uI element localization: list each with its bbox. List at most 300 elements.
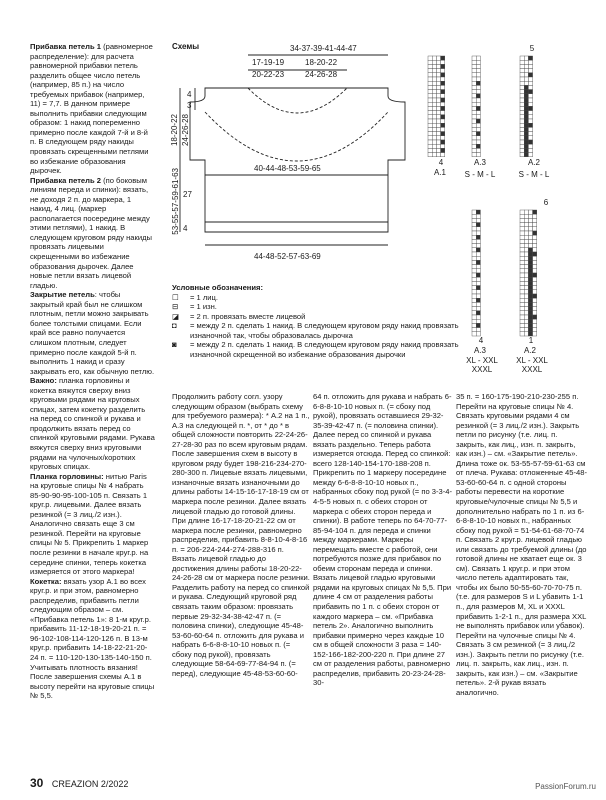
chart-cell — [520, 210, 524, 214]
chart-cell — [441, 69, 445, 73]
chart-cell — [476, 319, 480, 323]
chart-cell — [520, 115, 524, 119]
chart-cell — [528, 323, 532, 327]
dim-neck-left2-label: 20-22-23 — [252, 70, 285, 79]
chart-cell — [476, 77, 480, 81]
paragraph: Прибавка петель 1 (равномерное распределение): для расчета равномерной прибавки петель разделить общее число петель (например, 85 п.) на число требуемых прибавок (например, 11) = 7,7. В данном примере выполнить прибавки следующим образом: 1 накид попеременно примерно после каждой 7-й и 8-й п. В следующем ряду накиды провязать скрещенными петлями во избежание образования дырочек. — [30, 42, 153, 176]
chart-cell — [432, 69, 436, 73]
chart-cell — [436, 148, 440, 152]
legend-title: Условные обозначения: — [172, 283, 264, 292]
chart-cell — [436, 81, 440, 85]
chart-a3b-sizes: XL - XXL XXXL — [466, 356, 498, 374]
dim-top-label: 34-37-39-41-44-47 — [290, 44, 357, 53]
chart-cell — [476, 90, 480, 94]
chart-cell — [533, 286, 537, 290]
chart-cell — [520, 319, 524, 323]
chart-cell — [524, 210, 528, 214]
chart-cell — [472, 311, 476, 315]
chart-cell — [472, 302, 476, 306]
paragraph: Закрытие петель: чтобы закрытый край был не слишком плотным, петли можно закрывать более толстыми спицами. Если край все равно получается слишком плотным, следует примерно после каждой 5-й п. выполнить 1 накид и сразу закрывать его, как обычную петлю. — [30, 290, 155, 376]
chart-cell — [524, 298, 528, 302]
chart-cell — [441, 64, 445, 68]
chart-cell — [476, 281, 480, 285]
chart-cell — [533, 298, 537, 302]
chart-cell — [528, 298, 532, 302]
chart-cell — [476, 136, 480, 140]
chart-cell — [472, 98, 476, 102]
chart-cell — [472, 227, 476, 231]
chart-cell — [428, 81, 432, 85]
chart-cell — [520, 111, 524, 115]
chart-cell — [476, 273, 480, 277]
chart-cell — [524, 69, 528, 73]
chart-cell — [533, 307, 537, 311]
chart-cell — [476, 269, 480, 273]
chart-cell — [528, 69, 532, 73]
chart-six: 6 — [543, 198, 549, 207]
chart-cell — [533, 302, 537, 306]
dim-yoke-b-label: 3 — [187, 101, 192, 110]
chart-cell — [432, 90, 436, 94]
chart-cell — [524, 94, 528, 98]
chart-cell — [528, 85, 532, 89]
chart-cell — [520, 277, 524, 281]
chart-cell — [441, 148, 445, 152]
chart-cell — [428, 94, 432, 98]
chart-cell — [436, 136, 440, 140]
chart-cell — [476, 148, 480, 152]
chart-cell — [520, 144, 524, 148]
chart-cell — [524, 123, 528, 127]
chart-cell — [472, 111, 476, 115]
chart-cell — [520, 269, 524, 273]
chart-cell — [428, 106, 432, 110]
chart-cell — [436, 111, 440, 115]
chart-cell — [520, 56, 524, 60]
chart-cell — [441, 115, 445, 119]
chart-cell — [528, 153, 532, 157]
chart-a1-num: 4 — [438, 158, 444, 167]
chart-cell — [432, 77, 436, 81]
chart-cell — [432, 64, 436, 68]
chart-cell — [472, 85, 476, 89]
chart-cell — [472, 136, 476, 140]
chart-cell — [528, 127, 532, 131]
chart-cell — [472, 123, 476, 127]
dim-armhole-label: 18-20-22 — [170, 114, 179, 147]
chart-cell — [432, 102, 436, 106]
chart-cell — [520, 81, 524, 85]
chart-cell — [520, 119, 524, 123]
chart-cell — [432, 56, 436, 60]
chart-cell — [432, 81, 436, 85]
chart-cell — [533, 290, 537, 294]
chart-cell — [472, 69, 476, 73]
chart-a2-sizes: S - M - L — [518, 170, 550, 179]
chart-cell — [533, 218, 537, 222]
chart-cell — [428, 98, 432, 102]
chart-cell — [524, 140, 528, 144]
chart-cell — [524, 73, 528, 77]
chart-cell — [533, 252, 537, 256]
chart-cell — [441, 140, 445, 144]
chart-cell — [520, 294, 524, 298]
chart-cell — [528, 286, 532, 290]
chart-cell — [476, 323, 480, 327]
chart-cell — [472, 231, 476, 235]
chart-cell — [524, 265, 528, 269]
chart-cell — [524, 244, 528, 248]
chart-cell — [520, 123, 524, 127]
chart-cell — [524, 214, 528, 218]
chart-cell — [528, 260, 532, 264]
dim-rib-label: 4 — [183, 224, 188, 233]
chart-cell — [432, 148, 436, 152]
chart-cell — [428, 144, 432, 148]
chart-cell — [528, 73, 532, 77]
chart-cell — [476, 248, 480, 252]
chart-cell — [520, 98, 524, 102]
chart-cell — [436, 77, 440, 81]
chart-cell — [441, 60, 445, 64]
chart-cell — [528, 56, 532, 60]
chart-cell — [476, 60, 480, 64]
chart-cell — [432, 144, 436, 148]
chart-cell — [472, 218, 476, 222]
chart-cell — [472, 281, 476, 285]
chart-cell — [472, 210, 476, 214]
chart-cell — [472, 315, 476, 319]
chart-cell — [528, 231, 532, 235]
chart-cell — [428, 64, 432, 68]
chart-cell — [528, 214, 532, 218]
chart-cell — [524, 235, 528, 239]
chart-cell — [428, 102, 432, 106]
chart-cell — [476, 115, 480, 119]
dim-armhole2-label: 24-26-28 — [181, 114, 190, 147]
chart-cell — [441, 102, 445, 106]
chart-cell — [528, 140, 532, 144]
chart-cell — [476, 127, 480, 131]
chart-a3b-num: 4 — [478, 336, 484, 345]
dim-neck-right2-label: 24-26-28 — [305, 70, 338, 79]
chart-cell — [432, 98, 436, 102]
chart-cell — [533, 239, 537, 243]
chart-cell — [476, 81, 480, 85]
chart-cell — [528, 81, 532, 85]
chart-cell — [476, 298, 480, 302]
chart-cell — [432, 94, 436, 98]
chart-cell — [520, 235, 524, 239]
chart-cell — [432, 73, 436, 77]
chart-cell — [528, 111, 532, 115]
dim-neck-right-label: 18-20-22 — [305, 58, 338, 67]
chart-cell — [533, 277, 537, 281]
chart-cell — [472, 64, 476, 68]
chart-cell — [436, 85, 440, 89]
chart-cell — [528, 290, 532, 294]
chart-cell — [528, 235, 532, 239]
text-column-4: 35 п. = 160-175-190-210-230-255 п. Перейти на круговые спицы № 4. Связать круговыми рядами 4 см резинкой (= 3 лиц./2 изн.). Закрыть петли по рисунку (т.е. лиц. п. закрыть, как лиц., изн. п. закрыть, как изн.) – см. «Закрытие петель». Длина тоже ок. 53-55-57-59-61-63 см от плеча. Рукава: отложенные 45-48-53-60-60-64 п. с одной стороны работы перевести на короткие круговые/чулочные спицы № 5,5 и дополнительно набрать по 1 п. из 6-6-8-8-10-10 новых п., набранных сбоку под рукой = 51-54-61-68-70-74 п. Связать 2 круг.р. лицевой гладью или связать до требуемой длины (до готовой длины не хватает еще ок. 3 см). Связать 1 круг.р. и при этом число петель адаптировать так, чтобы их было 50-55-60-70-70-75 п. (т.е. для размеров S и L убавить 1-1 п., для размеров M, XL и XXXL прибавить 1-2-1 п., для размера XXL не выполнять прибавок или убавок). Перейти на чулочные спицы № 4. Связать 3 см резинкой (= 3 лиц./2 изн.). Закрыть петли по рисунку (т.е. лиц. п. закрыть, как лиц., изн. п. закрыть, как изн.) – см. «Закрытие петель». 2-й рукав вязать аналогично. — [456, 392, 587, 697]
chart-cell — [524, 328, 528, 332]
chart-cell — [524, 119, 528, 123]
chart-cell — [528, 102, 532, 106]
chart-cell — [428, 153, 432, 157]
chart-cell — [476, 210, 480, 214]
dim-hem-label: 44-48-52-57-63-69 — [254, 252, 321, 261]
chart-cell — [441, 56, 445, 60]
chart-a3b — [472, 210, 480, 336]
chart-cell — [524, 127, 528, 131]
chart-cell — [520, 323, 524, 327]
chart-cell — [524, 77, 528, 81]
chart-cell — [520, 153, 524, 157]
chart-cell — [520, 281, 524, 285]
chart-cell — [432, 106, 436, 110]
chart-cell — [476, 315, 480, 319]
chart-cell — [472, 119, 476, 123]
chart-cell — [441, 144, 445, 148]
chart-cell — [441, 123, 445, 127]
chart-cell — [520, 218, 524, 222]
chart-cell — [524, 56, 528, 60]
chart-cell — [432, 85, 436, 89]
chart-cell — [524, 256, 528, 260]
chart-cell — [476, 64, 480, 68]
chart-cell — [533, 244, 537, 248]
chart-cell — [428, 111, 432, 115]
chart-cell — [524, 269, 528, 273]
chart-cell — [533, 281, 537, 285]
chart-cell — [520, 328, 524, 332]
chart-a2b — [520, 210, 537, 336]
chart-cell — [524, 239, 528, 243]
chart-cell — [428, 123, 432, 127]
chart-cell — [472, 153, 476, 157]
chart-cell — [476, 119, 480, 123]
yo-twisted-symbol-icon: ◙ — [172, 340, 177, 349]
chart-cell — [472, 81, 476, 85]
chart-cell — [476, 69, 480, 73]
chart-cell — [520, 73, 524, 77]
chart-cell — [476, 286, 480, 290]
legend-item: ◪ = 2 п. провязать вместе лицевой — [172, 311, 306, 321]
chart-cell — [528, 239, 532, 243]
dim-body-length-label: 27 — [183, 190, 192, 199]
chart-cell — [524, 81, 528, 85]
chart-cell — [528, 98, 532, 102]
chart-cell — [441, 90, 445, 94]
chart-cell — [432, 119, 436, 123]
chart-cell — [524, 323, 528, 327]
chart-cell — [533, 248, 537, 252]
chart-cell — [520, 302, 524, 306]
chart-cell — [476, 223, 480, 227]
chart-cell — [520, 290, 524, 294]
chart-cell — [520, 148, 524, 152]
chart-cell — [436, 69, 440, 73]
paragraph: Прибавка петель 2 (по боковым линиям переда и спинки): вязать, не доходя 2 п. до маркера, 1 накид, 4 лиц. (маркер располагается посередине между этими петлями), 1 накид. В следующем круговом ряду накиды провязать лицевыми скрещенными во избежание образования дырочек. Далее новые петли вязать лицевой гладью. — [30, 175, 152, 290]
legend — [172, 283, 462, 359]
chart-cell — [472, 286, 476, 290]
chart-cell — [476, 260, 480, 264]
chart-cell — [476, 239, 480, 243]
chart-cell — [436, 119, 440, 123]
chart-cell — [528, 307, 532, 311]
chart-cell — [520, 132, 524, 136]
chart-cell — [520, 140, 524, 144]
chart-cell — [528, 328, 532, 332]
chart-cell — [524, 132, 528, 136]
chart-cell — [524, 281, 528, 285]
chart-cell — [472, 102, 476, 106]
chart-cell — [472, 90, 476, 94]
chart-cell — [476, 111, 480, 115]
chart-cell — [528, 269, 532, 273]
chart-cell — [428, 115, 432, 119]
chart-cell — [472, 214, 476, 218]
chart-cell — [428, 69, 432, 73]
chart-cell — [476, 123, 480, 127]
chart-cell — [528, 281, 532, 285]
chart-cell — [436, 132, 440, 136]
chart-cell — [533, 260, 537, 264]
chart-a1-label: A.1 — [433, 168, 446, 177]
chart-cell — [520, 239, 524, 243]
chart-cell — [476, 153, 480, 157]
chart-cell — [436, 98, 440, 102]
chart-cell — [524, 248, 528, 252]
chart-cell — [528, 218, 532, 222]
chart-cell — [432, 127, 436, 131]
chart-cell — [476, 144, 480, 148]
chart-cell — [472, 244, 476, 248]
chart-cell — [524, 144, 528, 148]
chart-cell — [528, 252, 532, 256]
chart-cell — [476, 73, 480, 77]
chart-cell — [520, 244, 524, 248]
chart-cell — [528, 119, 532, 123]
chart-cell — [524, 64, 528, 68]
chart-cell — [520, 94, 524, 98]
chart-cell — [533, 311, 537, 315]
legend-item: ☐ = 1 лиц. — [172, 292, 219, 302]
chart-cell — [476, 265, 480, 269]
chart-cell — [528, 315, 532, 319]
chart-cell — [524, 227, 528, 231]
chart-cell — [524, 273, 528, 277]
chart-cell — [533, 328, 537, 332]
chart-cell — [528, 132, 532, 136]
chart-cell — [533, 210, 537, 214]
chart-cell — [520, 260, 524, 264]
chart-cell — [436, 73, 440, 77]
purl-symbol-icon: ⊟ — [172, 302, 179, 311]
chart-cell — [528, 115, 532, 119]
chart-cell — [476, 85, 480, 89]
chart-cell — [520, 69, 524, 73]
magazine-name: CREAZION 2/2022 — [51, 779, 129, 789]
chart-cell — [520, 332, 524, 336]
chart-cell — [472, 106, 476, 110]
chart-cell — [528, 77, 532, 81]
chart-cell — [441, 119, 445, 123]
chart-cell — [533, 231, 537, 235]
chart-cell — [428, 90, 432, 94]
chart-cell — [528, 144, 532, 148]
chart-cell — [524, 252, 528, 256]
chart-cell — [432, 140, 436, 144]
chart-cell — [436, 123, 440, 127]
chart-cell — [432, 111, 436, 115]
chart-cell — [436, 56, 440, 60]
chart-cell — [533, 269, 537, 273]
chart-cell — [472, 252, 476, 256]
chart-cell — [524, 307, 528, 311]
chart-cell — [520, 298, 524, 302]
chart-cell — [520, 223, 524, 227]
chart-cell — [524, 60, 528, 64]
chart-cell — [472, 323, 476, 327]
legend-item: ⊟ = 1 изн. — [172, 302, 217, 311]
chart-cell — [524, 315, 528, 319]
chart-cell — [476, 235, 480, 239]
chart-cell — [441, 132, 445, 136]
chart-cell — [520, 307, 524, 311]
chart-cell — [472, 277, 476, 281]
chart-a3 — [472, 56, 480, 157]
chart-cell — [476, 302, 480, 306]
chart-cell — [476, 106, 480, 110]
chart-cell — [472, 307, 476, 311]
chart-cell — [476, 252, 480, 256]
chart-cell — [528, 60, 532, 64]
dim-length-label: 53-55-57-59-61-63 — [171, 168, 180, 235]
chart-cell — [524, 136, 528, 140]
chart-cell — [520, 90, 524, 94]
chart-cell — [524, 148, 528, 152]
paragraph: Важно: планка горловины и кокетка вяжутся сверху вниз круговыми рядами на круговых спицах, затем кокетку разделить на перед со спинкой и рукава и продолжить вязать перед со спинкой круговыми рядами. Рукава вяжутся сверху вниз круговыми рядами на чулочных/коротких круговых спицах. — [30, 376, 155, 472]
chart-cell — [436, 94, 440, 98]
chart-cell — [472, 140, 476, 144]
chart-cell — [528, 244, 532, 248]
chart-cell — [476, 244, 480, 248]
chart-cell — [476, 294, 480, 298]
chart-cell — [476, 132, 480, 136]
dim-body-label: 40-44-48-53-59-65 — [254, 164, 321, 173]
chart-cell — [472, 73, 476, 77]
chart-a1 — [428, 56, 445, 157]
chart-cell — [476, 231, 480, 235]
chart-five: 5 — [529, 44, 535, 53]
chart-cell — [533, 223, 537, 227]
chart-cell — [428, 60, 432, 64]
chart-cell — [528, 106, 532, 110]
chart-cell — [533, 319, 537, 323]
chart-cell — [528, 294, 532, 298]
chart-cell — [476, 94, 480, 98]
chart-cell — [472, 319, 476, 323]
chart-cell — [520, 127, 524, 131]
chart-cell — [441, 106, 445, 110]
chart-cell — [520, 315, 524, 319]
chart-cell — [436, 127, 440, 131]
site-watermark: PassionForum.ru — [535, 782, 596, 791]
chart-cell — [441, 81, 445, 85]
chart-cell — [528, 256, 532, 260]
chart-cell — [533, 323, 537, 327]
chart-cell — [528, 136, 532, 140]
